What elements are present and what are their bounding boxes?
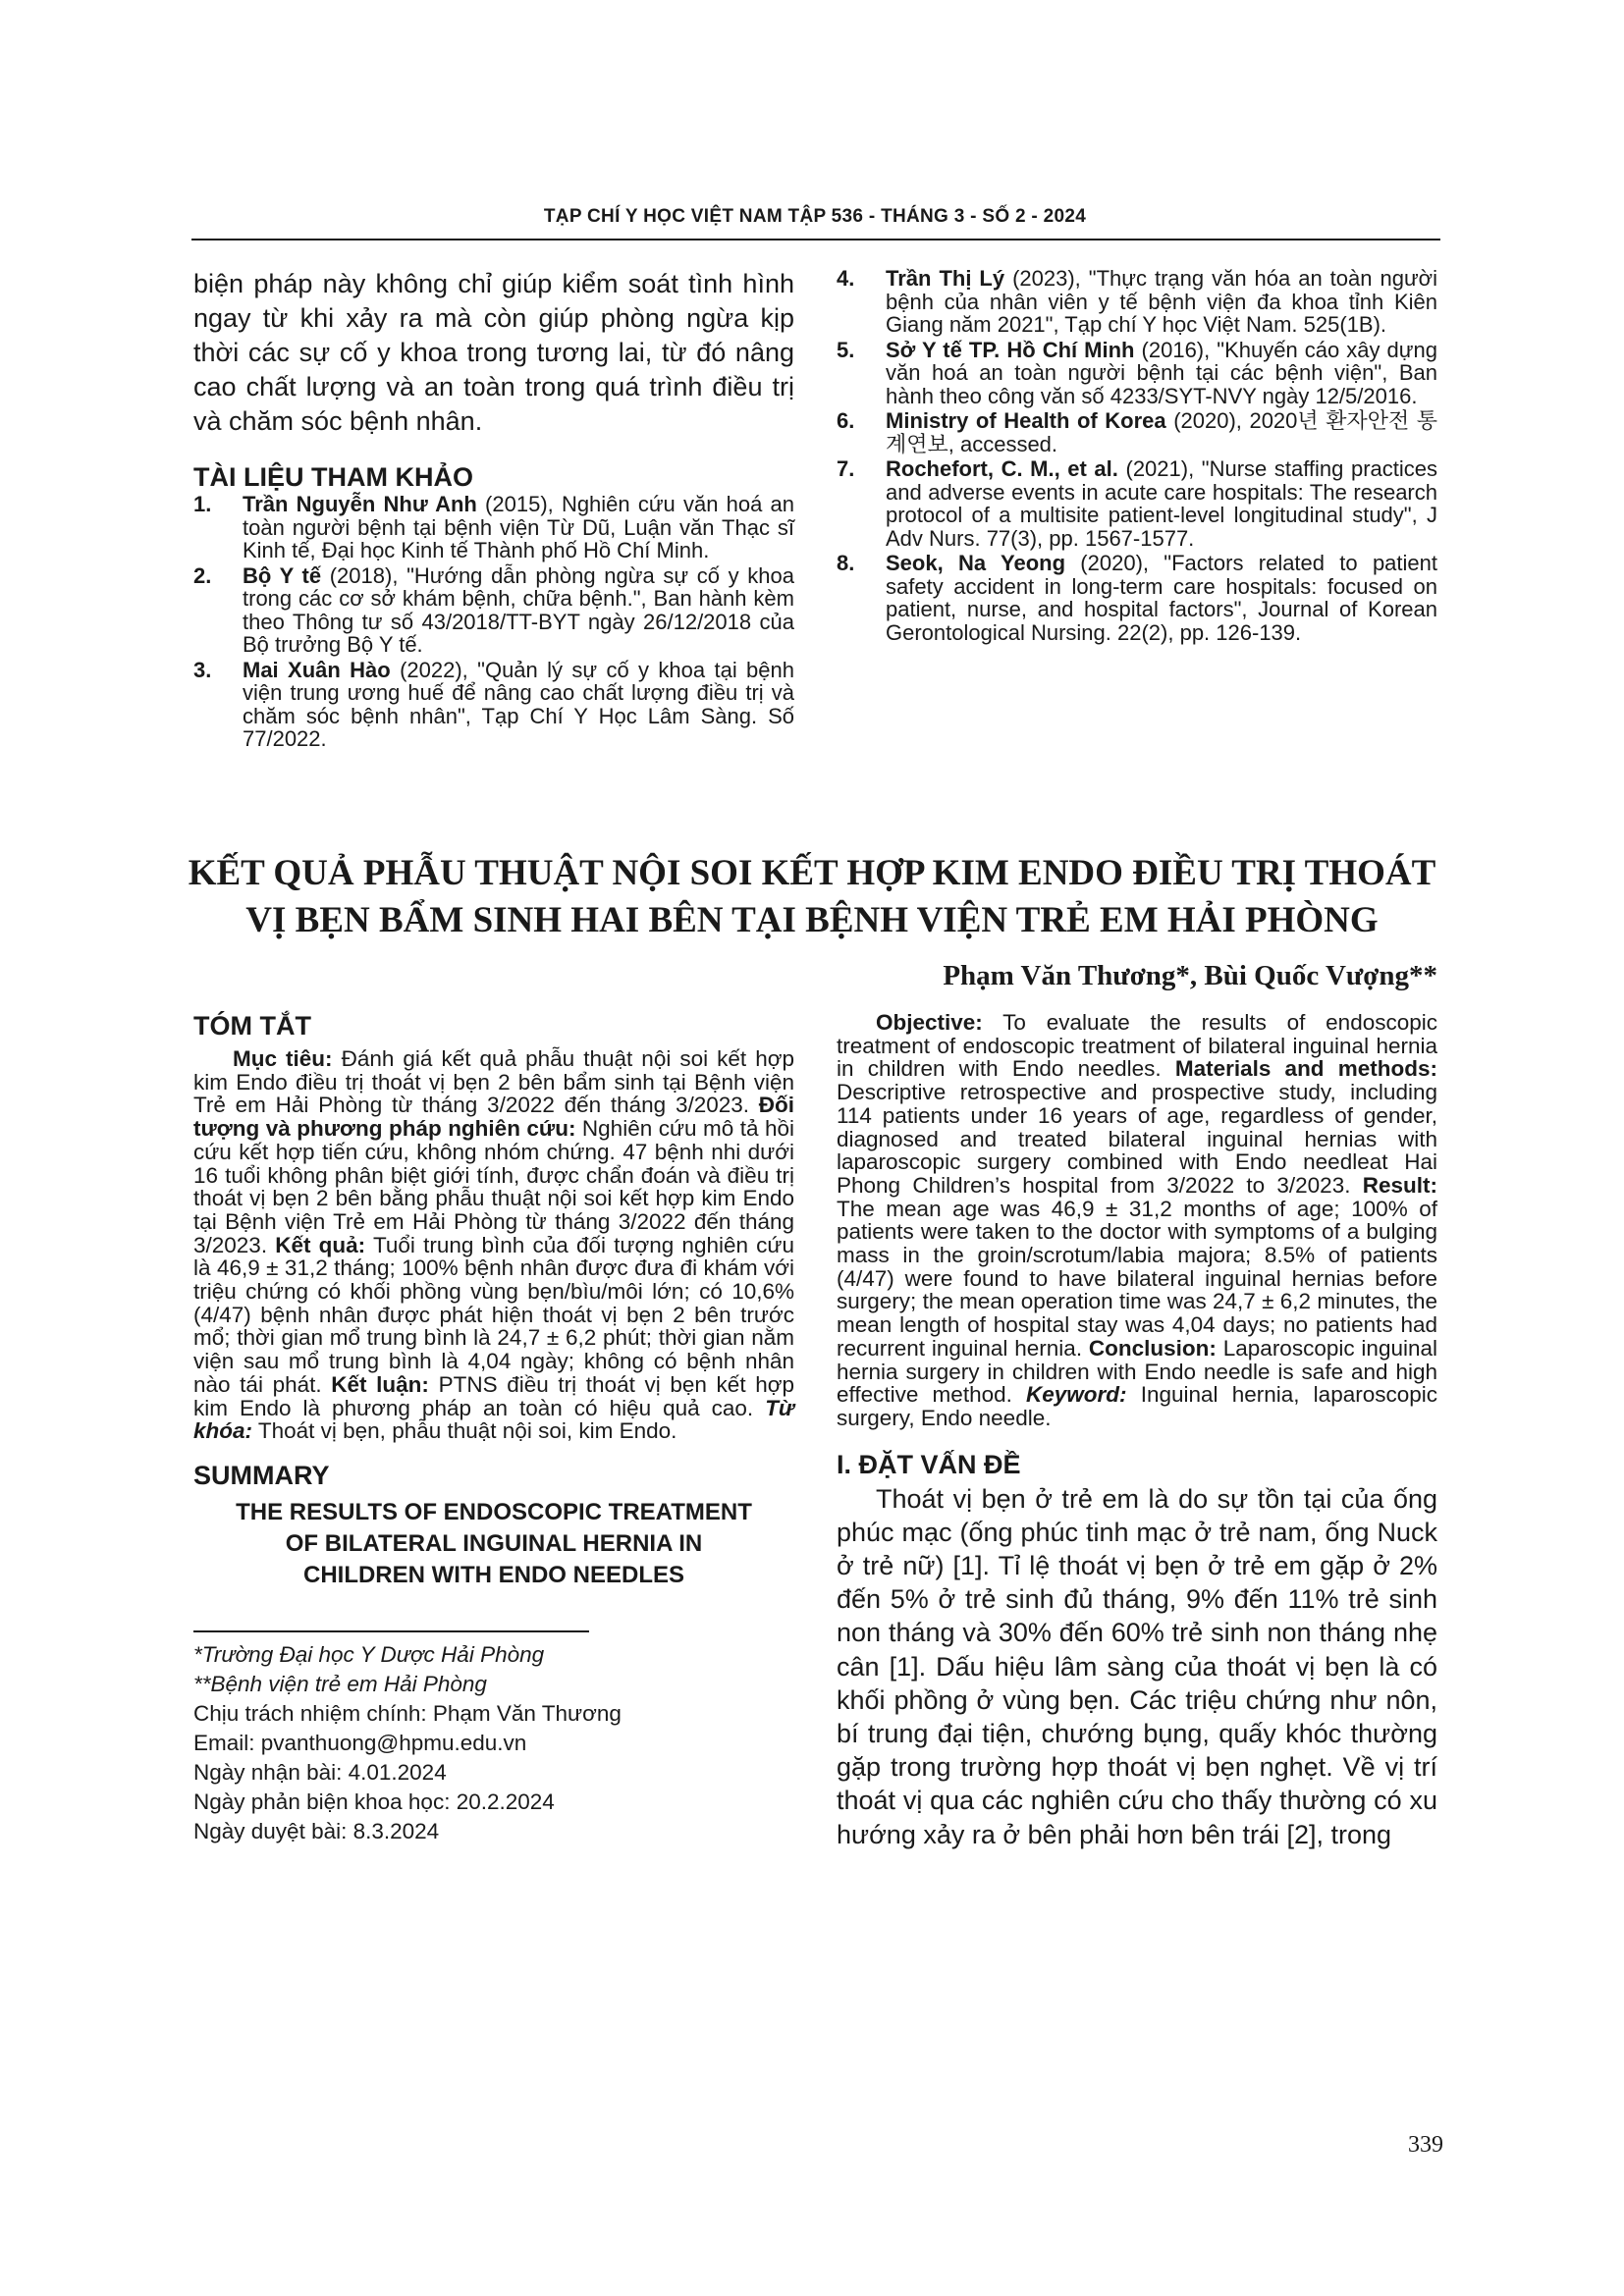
intro-continuation: biện pháp này không chỉ giúp kiểm soát tình hình ngay từ khi xảy ra mà còn giúp phòng ngừa kịp thời các sự cố y khoa trong tương lai, từ đó nâng cao chất lượng và an toàn trong quá trình điều trị và chăm sóc bệnh nhân. xyxy=(193,269,794,436)
references-title: TÀI LIỆU THAM KHẢO xyxy=(193,462,473,492)
article-title-line: VỊ BẸN BẨM SINH HAI BÊN TẠI BỆNH VIỆN TRẺ EM HẢI PHÒNG xyxy=(245,900,1379,940)
left-column-top xyxy=(193,267,794,753)
affiliation-1: *Trường Đại học Y Dược Hải Phòng xyxy=(193,1641,545,1667)
article-title-line: KẾT QUẢ PHẪU THUẬT NỘI SOI KẾT HỢP KIM ENDO ĐIỀU TRỊ THOÁT xyxy=(188,853,1436,893)
received-date: Ngày nhận bài: 4.01.2024 xyxy=(193,1759,447,1785)
article-title xyxy=(157,850,1467,944)
affiliation-2: **Bệnh viện trẻ em Hải Phòng xyxy=(193,1671,487,1696)
left-column-bottom xyxy=(193,1011,794,1846)
email: Email: pvanthuong@hpmu.edu.vn xyxy=(193,1730,527,1755)
reference-item: 8. Seok, Na Yeong (2020), "Factors related to patient safety accident in long-term care hospitals: focused on patient, nurse, and hospital factors", Journal of Korean Gerontological Nursing. 22(2), pp. 126-139. xyxy=(837,551,1438,645)
reference-item: 7. Rochefort, C. M., et al. (2021), "Nurse staffing practices and adverse events in acute care hospitals: The research protocol of a multisite patient-level longitudinal study", J Adv Nurs. 77(3), pp. 1567-1577. xyxy=(837,456,1437,551)
summary-heading: SUMMARY xyxy=(193,1460,330,1490)
reference-item: 4. Trần Thị Lý (2023), "Thực trạng văn hóa an toàn người bệnh của nhân viên y tế bệnh viện đa khoa tỉnh Kiên Giang năm 2021", Tạp chí Y học Việt Nam. 525(1B). xyxy=(837,266,1437,337)
tom-tat-heading: TÓM TẮT xyxy=(193,1011,311,1041)
section-1-text: Thoát vị bẹn ở trẻ em là do sự tồn tại của ống phúc mạc (ống phúc tinh mạc ở trẻ nam, ống Nuck ở trẻ nữ) [1]. Tỉ lệ thoát vị bẹn ở trẻ em gặp ở 2% đến 5% ở trẻ sinh đủ tháng, 9% đến 11% trẻ sinh non tháng và 30% đến 60% trẻ sinh non tháng nhẹ cân [1]. Dấu hiệu lâm sàng của thoát vị bẹn là có khối phồng ở vùng bẹn. Các triệu chứng như nôn, bí trung đại tiện, chướng bụng, quấy khóc thường gặp trong trường hợp thoát vị bẹn nghẹt. Về vị trí thoát vị qua các nghiên cứu cho thấy thường có xu hướng xảy ra ở bên phải hơn bên trái [2], trong xyxy=(837,1483,1437,1849)
references-list-right xyxy=(837,267,1437,644)
reference-item: 5. Sở Y tế TP. Hồ Chí Minh (2016), "Khuyến cáo xây dựng văn hoá an toàn người bệnh tại các bệnh viện", Ban hành theo công văn số 4233/SYT-NVY ngày 12/5/2016. xyxy=(837,337,1437,408)
journal-header: TẠP CHÍ Y HỌC VIỆT NAM TẬP 536 - THÁNG 3 - SỐ 2 - 2024 xyxy=(543,206,1087,227)
right-column-top xyxy=(837,267,1437,646)
section-1-heading: I. ĐẶT VẤN ĐỀ xyxy=(837,1449,1021,1479)
page-number: 339 xyxy=(1408,2132,1443,2158)
header-divider xyxy=(191,239,1440,240)
references-list-left xyxy=(193,493,794,751)
reference-item: 3. Mai Xuân Hào (2022), "Quản lý sự cố y khoa tại bệnh viện trung ương huế để nâng cao chất lượng điều trị và chăm sóc bệnh nhân", Tạp Chí Y Học Lâm Sàng. Số 77/2022. xyxy=(193,657,794,751)
reference-item: 1. Trần Nguyễn Như Anh (2015), Nghiên cứu văn hoá an toàn người bệnh tại bệnh viện Từ Dũ, Luận văn Thạc sĩ Kinh tế, Đại học Kinh tế Thành phố Hồ Chí Minh. xyxy=(193,492,794,562)
footnotes xyxy=(193,1640,794,1846)
english-abstract: Objective: To evaluate the results of endoscopic treatment of endoscopic treatment of bilateral inguinal hernia in children with Endo needles. Materials and methods: Descriptive retrospective and prospective study, including 114 patients under 16 years of age, regardless of gender, diagnosed and treated bilateral inguinal hernias with laparoscopic surgery combined with Endo needleat Hai Phong Children’s hospital from 3/2022 to 3/2023. Result: The mean age was 46,9 ± 31,2 months of age; 100% of patients were taken to the doctor with symptoms of a bulging mass in the groin/scrotum/labia majora; 8.5% of patients (4/47) were found to have bilateral inguinal hernias before surgery; the mean operation time was 24,7 ± 6,2 minutes, the mean length of hospital stay was 4,04 days; no patients had recurrent inguinal hernia. Conclusion: Laparoscopic inguinal hernia surgery in children with Endo needle is safe and high effective method. Keyword: Inguinal hernia, laparoscopic surgery, Endo needle. xyxy=(837,1010,1437,1430)
vietnamese-abstract: Mục tiêu: Đánh giá kết quả phẫu thuật nội soi kết hợp kim Endo điều trị thoát vị bẹn 2 bên bẩm sinh tại Bệnh viện Trẻ em Hải Phòng từ tháng 3/2022 đến tháng 3/2023. Đối tượng và phương pháp nghiên cứu: Nghiên cứu mô tả hồi cứu kết hợp tiến cứu, không nhóm chứng. 47 bệnh nhi dưới 16 tuổi không phân biệt giới tính, được chẩn đoán và điều trị thoát vị bẹn 2 bên bằng phẫu thuật nội soi kết hợp kim Endo tại Bệnh viện Trẻ em Hải Phòng từ tháng 3/2022 đến tháng 3/2023. Kết quả: Tuổi trung bình của đối tượng nghiên cứu là 46,9 ± 31,2 tháng; 100% bệnh nhân được đưa đi khám với triệu chứng có khối phồng vùng bẹn/bìu/môi lớn; có 10,6% (4/47) bệnh nhân được phát hiện thoát vị bẹn 2 bên trước mổ; thời gian mổ trung bình là 24,7 ± 6,2 phút; thời gian nằm viện sau mổ trung bình là 4,04 ngày; không có bệnh nhân nào tái phát. Kết luận: PTNS điều trị thoát vị bẹn kết hợp kim Endo là phương pháp an toàn có hiệu quả cao. Từ khóa: Thoát vị bẹn, phẫu thuật nội soi, kim Endo. xyxy=(193,1046,795,1444)
review-date: Ngày phản biện khoa học: 20.2.2024 xyxy=(193,1789,555,1814)
summary-title: THE RESULTS OF ENDOSCOPIC TREATMENT OF BILATERAL INGUINAL HERNIA IN CHILDREN WITH ENDO NEEDLES xyxy=(236,1498,752,1588)
accepted-date: Ngày duyệt bài: 8.3.2024 xyxy=(193,1818,440,1843)
article-authors: Phạm Văn Thương*, Bùi Quốc Vượng** xyxy=(943,960,1437,991)
footnote-divider xyxy=(193,1630,589,1632)
right-column-bottom xyxy=(837,1011,1437,1851)
reference-item: 6. Ministry of Health of Korea (2020), 2020년 환자안전 통계연보, accessed. xyxy=(837,408,1437,456)
reference-item: 2. Bộ Y tế (2018), "Hướng dẫn phòng ngừa sự cố y khoa trong các cơ sở khám bệnh, chữa bệnh.", Ban hành kèm theo Thông tư số 43/2018/TT-BYT ngày 26/12/2018 của Bộ trưởng Bộ Y tế. xyxy=(193,562,794,657)
responsible-author: Chịu trách nhiệm chính: Phạm Văn Thương xyxy=(193,1700,622,1726)
